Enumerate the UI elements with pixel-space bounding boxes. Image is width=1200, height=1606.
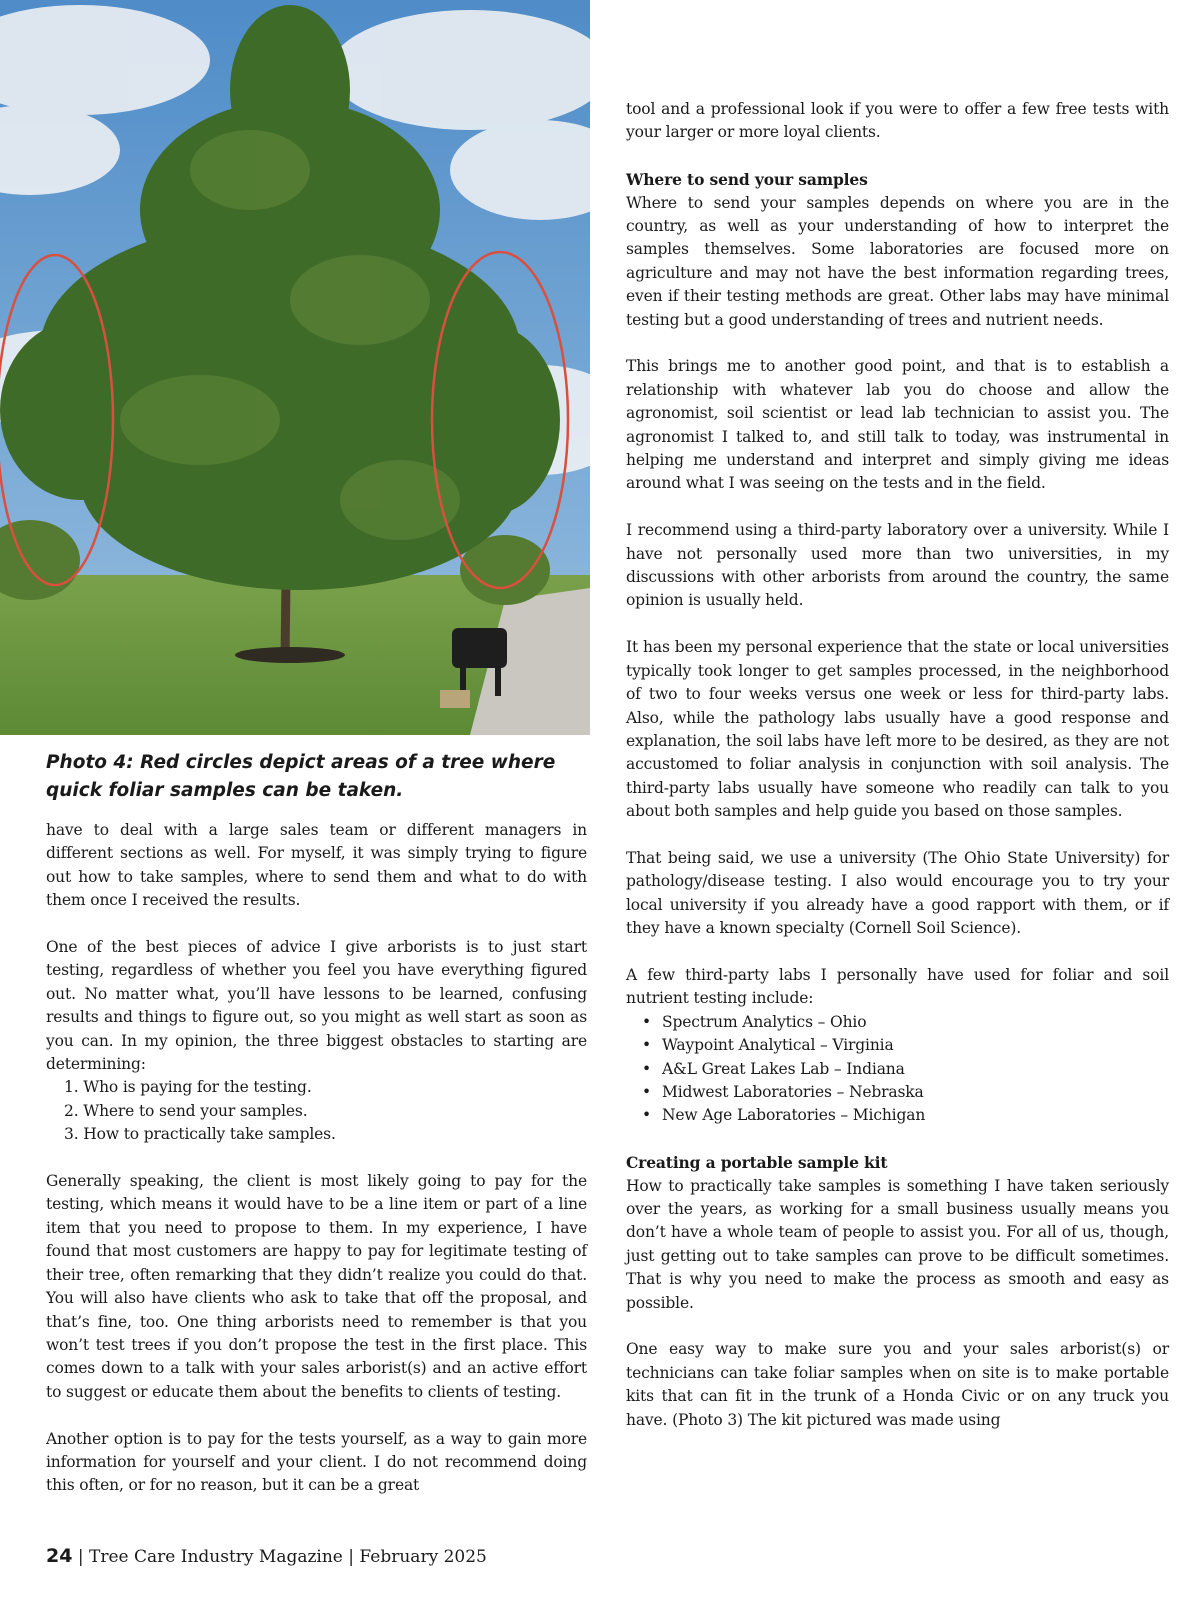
list-number: 1. <box>64 1078 79 1097</box>
section-heading: Where to send your samples <box>626 170 868 190</box>
list-item <box>64 1076 587 1099</box>
body-paragraph: How to practically take samples is something I have taken seriously over the years, as working for a small business usually means you don’t have a whole team of people to assist you. For all of us, though, just getting out to take samples can prove to be difficult sometimes. That is why you need to make the process as smooth and easy as possible. <box>626 1176 1169 1312</box>
bullet-icon: • <box>642 1106 651 1125</box>
page-footer <box>46 1545 487 1567</box>
magazine-name: Tree Care Industry Magazine <box>89 1547 343 1567</box>
list-item <box>642 1034 1169 1057</box>
body-paragraph: This brings me to another good point, and that is to establish a relationship with whatever lab you do choose and allow the agronomist, soil scientist or lead lab technician to assist you. The agronomist I talked to, and still talk to today, was instrumental in helping me understand and interpret and simply giving me ideas around what I was seeing on the tests and in the field. <box>626 357 1169 493</box>
lab-name: Midwest Laboratories – Nebraska <box>662 1082 924 1101</box>
list-item <box>642 1058 1169 1081</box>
list-item <box>64 1100 587 1123</box>
tree-photo-graphic <box>0 0 590 735</box>
bullet-icon: • <box>642 1082 651 1101</box>
footer-separator: | <box>348 1547 355 1567</box>
list-text: How to practically take samples. <box>83 1125 336 1144</box>
lab-name: New Age Laboratories – Michigan <box>662 1106 926 1125</box>
list-text: Who is paying for the testing. <box>83 1078 312 1097</box>
body-paragraph: tool and a professional look if you were to offer a few free tests with your larger or more loyal clients. <box>626 100 1169 142</box>
list-item <box>642 1081 1169 1104</box>
tree-photo <box>0 0 590 735</box>
list-item <box>642 1011 1169 1034</box>
lab-name: Spectrum Analytics – Ohio <box>662 1012 867 1031</box>
obstacles-list <box>46 1076 587 1146</box>
list-item <box>64 1123 587 1146</box>
section-heading: Creating a portable sample kit <box>626 1153 888 1173</box>
body-paragraph: It has been my personal experience that the state or local universities typically took longer to get samples processed, in the neighborhood of two to four weeks versus one week or less for third-party labs. Also, while the pathology labs usually have a good response and explanation, the soil labs have left more to be desired, as they are not accustomed to foliar analysis in conjunction with soil analysis. The third-party labs usually have someone who readily can talk to you about both samples and help guide you based on those samples. <box>626 638 1169 821</box>
body-paragraph: One easy way to make sure you and your sales arborist(s) or technicians can take foliar samples when on site is to make portable kits that can fit in the trunk of a Honda Civic or on any truck you have. (Photo 3) The kit pictured was made using <box>626 1340 1169 1429</box>
photo-caption: Photo 4: Red circles depict areas of a tree where quick foliar samples can be taken. <box>46 752 556 801</box>
mulch-ring <box>235 647 345 663</box>
body-paragraph: That being said, we use a university (The Ohio State University) for pathology/disease testing. I also would encourage you to try your local university if you already have a good rapport with them, or if they have a known specialty (Cornell Soil Science). <box>626 848 1169 938</box>
list-item <box>642 1104 1169 1127</box>
body-paragraph: One of the best pieces of advice I give arborists is to just start testing, regardless of whether you feel you have everything figured out. No matter what, you’ll have lessons to be learned, confusing results and things to figure out, so you might as well start as soon as you can. In my opinion, the three biggest obstacles to starting are determining: <box>46 938 587 1074</box>
left-column <box>46 819 587 1498</box>
bullet-icon: • <box>642 1036 651 1055</box>
body-paragraph: Generally speaking, the client is most likely going to pay for the testing, which means it would have to be a line item or part of a line item that you need to propose to them. In my experience, I have found that most customers are happy to pay for legitimate testing of their tree, often remarking that they didn’t realize you could do that. You will also have clients who ask to take that off the proposal, and that’s fine, too. One thing arborists need to remember is that you won’t test trees if you don’t propose the test in the first place. This comes down to a talk with your sales arborist(s) and an active effort to suggest or educate them about the benefits to clients of testing. <box>46 1172 587 1401</box>
list-number: 3. <box>64 1125 79 1144</box>
list-number: 2. <box>64 1101 79 1120</box>
labs-list <box>626 1011 1169 1128</box>
body-paragraph: I recommend using a third-party laboratory over a university. While I have not personally used more than two universities, in my discussions with other arborists from around the country, the same opinion is usually held. <box>626 521 1169 610</box>
lab-name: Waypoint Analytical – Virginia <box>662 1036 894 1055</box>
list-text: Where to send your samples. <box>83 1101 308 1120</box>
bullet-icon: • <box>642 1059 651 1078</box>
body-paragraph: Another option is to pay for the tests yourself, as a way to gain more information for yourself and your client. I do not recommend doing this often, or for no reason, but it can be a great <box>46 1429 587 1495</box>
body-paragraph: A few third-party labs I personally have used for foliar and soil nutrient testing include: <box>626 965 1169 1008</box>
body-paragraph: have to deal with a large sales team or different managers in different sections as well. For myself, it was simply trying to figure out how to take samples, where to send them and what to do with them once I received the results. <box>46 821 587 910</box>
page-number: 24 <box>46 1545 73 1567</box>
bullet-icon: • <box>642 1012 651 1031</box>
footer-separator: | <box>77 1547 84 1567</box>
lab-name: A&L Great Lakes Lab – Indiana <box>662 1059 905 1078</box>
issue-date: February 2025 <box>359 1547 487 1567</box>
right-column <box>626 98 1169 1432</box>
body-paragraph: Where to send your samples depends on where you are in the country, as well as your understanding of how to interpret the samples themselves. Some laboratories are focused more on agriculture and may not have the best information regarding trees, even if their testing methods are great. Other labs may have minimal testing but a good understanding of trees and nutrient needs. <box>626 193 1169 329</box>
